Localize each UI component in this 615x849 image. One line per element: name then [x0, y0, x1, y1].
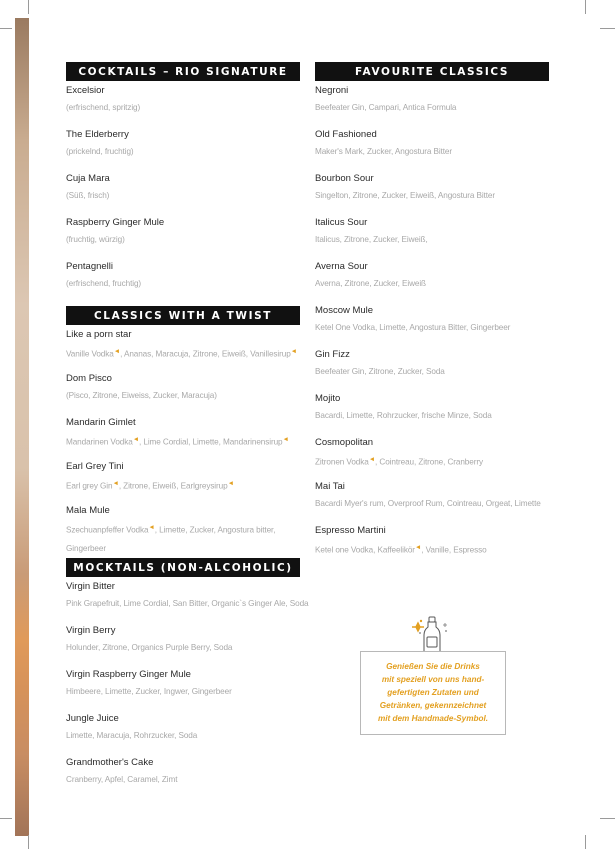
- item-description: (prickelnd, fruchtig): [66, 147, 134, 156]
- mocktails-list: [66, 580, 309, 800]
- item-name: Raspberry Ginger Mule: [66, 217, 165, 228]
- menu-item: [66, 172, 300, 216]
- item-description: Bacardi, Limette, Rohrzucker, frische Minze, Soda: [315, 411, 492, 420]
- item-description-part: Vanille Vodka: [66, 349, 114, 359]
- menu-item: [315, 84, 549, 128]
- item-description: [66, 431, 300, 451]
- item-name: Virgin Berry: [66, 625, 116, 636]
- handmade-flag-icon: ◄: [282, 436, 289, 443]
- item-description: [315, 451, 549, 471]
- menu-item: [66, 460, 300, 504]
- crop-mark: [600, 818, 615, 819]
- note-line: mit speziell von uns hand-: [381, 675, 485, 684]
- menu-item: [66, 260, 300, 304]
- item-description: Ketel One Vodka, Limette, Angostura Bitter, Gingerbeer: [315, 323, 511, 332]
- book-spine: [15, 18, 29, 836]
- item-description-part: Mandarinen Vodka: [66, 437, 133, 447]
- left-column: [66, 62, 309, 800]
- item-description-part: , Vanille, Espresso: [421, 545, 487, 555]
- item-name: Jungle Juice: [66, 713, 119, 724]
- item-name: Earl Grey Tini: [66, 461, 124, 472]
- item-description-part: Earl grey Gin: [66, 481, 113, 491]
- menu-item: [66, 504, 300, 556]
- item-description: (erfrischend, fruchtig): [66, 279, 142, 288]
- item-description: Pink Grapefruit, Lime Cordial, San Bitter, Organic`s Ginger Ale, Soda: [66, 599, 309, 608]
- item-description-part: Ketel one Vodka, Kaffeelikör: [315, 545, 415, 555]
- handmade-flag-icon: ◄: [290, 348, 298, 355]
- item-description-part: , Lime Cordial, Limette, Mandarinensirup: [139, 437, 283, 447]
- menu-item: [315, 524, 549, 568]
- handmade-flag-icon: ◄: [227, 480, 234, 487]
- menu-item: [315, 348, 549, 392]
- item-description: (Pisco, Zitrone, Eiweiss, Zucker, Maracuja): [66, 391, 217, 400]
- item-name: Excelsior: [66, 85, 105, 96]
- handmade-flag-icon: ◄: [113, 348, 121, 355]
- item-description-part: , Zitrone, Eiweiß, Earlgreysirup: [118, 481, 228, 491]
- section-title-classics-with-a-twist: CLASSICS WITH A TWIST: [66, 306, 300, 325]
- menu-item: [66, 328, 300, 372]
- crop-mark: [585, 0, 586, 14]
- item-description: (fruchtig, würzig): [66, 235, 125, 244]
- item-description: Beefeater Gin, Zitrone, Zucker, Soda: [315, 367, 445, 376]
- menu-page: [66, 62, 550, 822]
- item-description: Cranberry, Apfel, Caramel, Zimt: [66, 775, 178, 784]
- item-description: [66, 475, 300, 495]
- item-description: Maker's Mark, Zucker, Angostura Bitter: [315, 147, 452, 156]
- item-name: Bourbon Sour: [315, 173, 374, 184]
- handmade-flag-icon: ◄: [112, 480, 119, 487]
- item-description: Limette, Maracuja, Rohrzucker, Soda: [66, 731, 198, 740]
- crop-mark: [0, 818, 12, 819]
- note-line: Genießen Sie die Drinks: [386, 662, 480, 671]
- menu-item: [315, 260, 549, 304]
- menu-item: [315, 172, 549, 216]
- crop-mark: [28, 0, 29, 14]
- crop-mark: [0, 28, 12, 29]
- item-name: Virgin Bitter: [66, 581, 115, 592]
- item-description: Holunder, Zitrone, Organics Purple Berry, Soda: [66, 643, 233, 652]
- item-description: Beefeater Gin, Campari, Antica Formula: [315, 103, 457, 112]
- item-description: Bacardi Myer's rum, Overproof Rum, Cointreau, Orgeat, Limette: [315, 499, 541, 508]
- crop-mark: [600, 28, 615, 29]
- item-name: Pentagnelli: [66, 261, 114, 272]
- menu-item: [66, 712, 300, 756]
- section-title-favourite-classics: FAVOURITE CLASSICS: [315, 62, 549, 81]
- item-description: Singelton, Zitrone, Zucker, Eiweiß, Angostura Bitter: [315, 191, 496, 200]
- menu-item: [66, 416, 300, 460]
- item-description: (erfrischend, spritzig): [66, 103, 141, 112]
- note-line: Getränken, gekennzeichnet: [379, 701, 487, 710]
- menu-item: [66, 580, 309, 624]
- item-description-part: Zitronen Vodka: [315, 457, 369, 467]
- item-name: Mala Mule: [66, 505, 110, 516]
- item-description: [66, 519, 300, 558]
- handmade-flag-icon: ◄: [368, 456, 376, 463]
- menu-item: [66, 84, 300, 128]
- item-name: Cosmopolitan: [315, 437, 374, 448]
- item-description: [66, 343, 300, 363]
- item-name: Negroni: [315, 85, 349, 96]
- item-name: Dom Pisco: [66, 373, 112, 384]
- item-name: Gin Fizz: [315, 349, 350, 360]
- item-name: Italicus Sour: [315, 217, 368, 228]
- item-name: Grandmother's Cake: [66, 757, 154, 768]
- crop-mark: [28, 835, 29, 849]
- item-description: Himbeere, Limette, Zucker, Ingwer, Gingerbeer: [66, 687, 232, 696]
- right-column: [315, 62, 549, 568]
- menu-item: [66, 372, 300, 416]
- item-name: Old Fashioned: [315, 129, 377, 140]
- menu-item: [315, 216, 549, 260]
- item-description-part: , Limette, Zucker, Angostura bitter, Gingerbeer: [66, 525, 276, 553]
- item-name: Like a porn star: [66, 329, 132, 340]
- menu-item: [66, 756, 300, 800]
- item-name: The Elderberry: [66, 129, 129, 140]
- note-line: mit dem Handmade-Symbol.: [377, 714, 489, 723]
- item-description: Averna, Zitrone, Zucker, Eiweiß: [315, 279, 426, 288]
- menu-item: [66, 668, 300, 712]
- item-description: (Süß, frisch): [66, 191, 110, 200]
- item-description-part: , Ananas, Maracuja, Zitrone, Eiweiß, Vanillesirup: [120, 349, 291, 359]
- twist-list: [66, 328, 300, 556]
- item-name: Espresso Martini: [315, 525, 386, 536]
- handmade-flag-icon: ◄: [132, 436, 140, 443]
- item-name: Mai Tai: [315, 481, 345, 492]
- item-description: Italicus, Zitrone, Zucker, Eiweiß,: [315, 235, 428, 244]
- item-name: Mojito: [315, 393, 341, 404]
- item-description-part: Szechuanpfeffer Vodka: [66, 525, 149, 535]
- menu-item: [66, 128, 300, 172]
- menu-item: [66, 216, 300, 260]
- menu-item: [315, 304, 549, 348]
- rio-signature-list: [66, 84, 300, 304]
- note-line: gefertigten Zutaten und: [387, 688, 479, 697]
- handmade-note: [360, 651, 506, 735]
- item-description-part: , Cointreau, Zitrone, Cranberry: [375, 457, 483, 467]
- crop-mark: [585, 835, 586, 849]
- section-title-rio-signature: COCKTAILS – RIO SIGNATURE: [66, 62, 300, 81]
- menu-item: [66, 624, 300, 668]
- handmade-flag-icon: ◄: [414, 544, 422, 551]
- handmade-flag-icon: ◄: [148, 524, 155, 531]
- item-name: Virgin Raspberry Ginger Mule: [66, 669, 191, 680]
- section-title-mocktails: MOCKTAILS (NON-ALCOHOLIC): [66, 558, 300, 577]
- item-name: Averna Sour: [315, 261, 368, 272]
- menu-item: [315, 128, 549, 172]
- item-name: Cuja Mara: [66, 173, 110, 184]
- item-name: Moscow Mule: [315, 305, 374, 316]
- menu-item: [315, 392, 549, 436]
- classics-list: [315, 84, 549, 568]
- menu-item: [315, 480, 549, 524]
- item-description: [315, 539, 549, 559]
- item-name: Mandarin Gimlet: [66, 417, 136, 428]
- menu-item: [315, 436, 549, 480]
